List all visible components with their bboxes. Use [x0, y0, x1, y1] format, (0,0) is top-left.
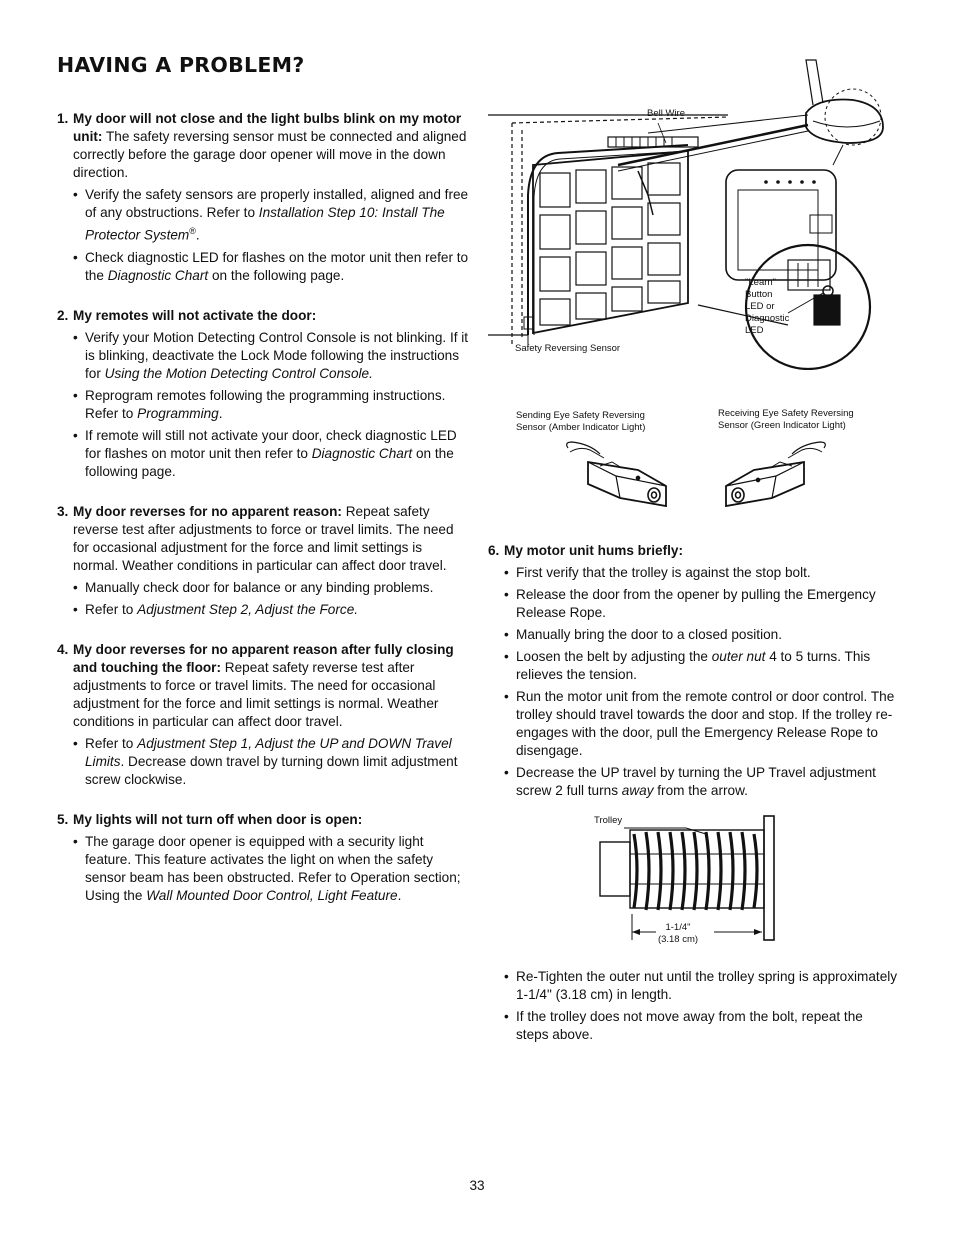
problem-2 — [57, 307, 469, 481]
list-item: • Verify the safety sensors are properly installed, aligned and free of any obstructions. Refer to Installation Step 10: Install The Protector System®. — [57, 186, 469, 245]
problem-number: 1. — [57, 111, 69, 126]
problem-number: 3. — [57, 503, 69, 519]
sending-eye-label: Sending Eye Safety Reversing Sensor (Amber Indicator Light) — [516, 410, 646, 433]
problem-heading: My lights will not turn off when door is open: — [73, 811, 363, 827]
list-item: • Re-Tighten the outer nut until the trolley spring is approximately 1-1/4" (3.18 cm) in length. — [488, 968, 898, 1004]
problem-heading: My motor unit hums briefly: — [504, 543, 683, 558]
garage-opener-drawing — [488, 55, 888, 370]
problem-6 — [488, 542, 898, 800]
safety-sensor-label: Safety Reversing Sensor — [515, 343, 621, 354]
problem-number: 5. — [57, 811, 69, 827]
problem-body: Repeat safety reverse test after adjustments to force or travel limits. The need for occasional adjustment for the force and limit settings is normal. Weather conditions in particular can affect door travel. — [73, 659, 439, 729]
list-item: • Manually check door for balance or any binding problems. — [57, 579, 469, 597]
list-item: • Loosen the belt by adjusting the outer nut 4 to 5 turns. This relieves the tension. — [488, 648, 898, 684]
spring-dimension-label: 1-1/4" (3.18 cm) — [657, 922, 699, 945]
bullet-list — [57, 735, 469, 789]
list-item: • First verify that the trolley is against the stop bolt. — [488, 564, 898, 582]
problem-number: 6. — [488, 543, 500, 558]
bell-wire-label: Bell Wire — [647, 108, 686, 119]
garage-opener-illustration — [488, 55, 888, 370]
page-number: 33 — [469, 1178, 485, 1193]
list-item: • Refer to Adjustment Step 2, Adjust the Force. — [57, 601, 469, 619]
page-title: HAVING A PROBLEM? — [57, 53, 305, 77]
list-item: • If remote will still not activate your door, check diagnostic LED for flashes on motor unit then refer to Diagnostic Chart on the following page. — [57, 427, 469, 481]
list-item: • Check diagnostic LED for flashes on the motor unit then refer to the Diagnostic Chart on the following page. — [57, 249, 469, 285]
sending-sensor-icon — [560, 440, 672, 516]
sending-sensor-illustration — [560, 440, 672, 516]
problem-6-continued — [488, 968, 898, 1048]
bullet-list — [57, 833, 469, 905]
list-item: • Manually bring the door to a closed position. — [488, 626, 898, 644]
list-item: • Verify your Motion Detecting Control Console is not blinking. If it is blinking, deactivate the Lock Mode following the instructions for Using the Motion Detecting Control Console. — [57, 329, 469, 383]
list-item: • Reprogram remotes following the programming instructions. Refer to Programming. — [57, 387, 469, 423]
left-column — [57, 110, 469, 927]
list-item: • Refer to Adjustment Step 1, Adjust the UP and DOWN Travel Limits. Decrease down travel by turning down limit adjustment screw clockwise. — [57, 735, 469, 789]
problem-heading: My remotes will not activate the door: — [73, 307, 317, 323]
problem-body: The safety reversing sensor must be connected and aligned correctly before the garage door opener will move in the down direction. — [73, 129, 467, 180]
right-column — [488, 542, 898, 822]
problem-heading: My door reverses for no apparent reason: — [73, 503, 342, 519]
problem-heading: My door will not close and the light bulbs blink on my motor unit: — [73, 111, 462, 144]
bullet-list — [57, 579, 469, 619]
problem-heading: My door reverses for no apparent reason after fully closing and touching the floor: — [73, 641, 454, 675]
problem-1 — [57, 110, 469, 285]
list-item: • The garage door opener is equipped with a security light feature. This feature activates the light on when the safety sensor beam has been obstructed. Refer to Operation section; Using the Wall Mounted Door Control, Light Feature. — [57, 833, 469, 905]
list-item: • Release the door from the opener by pulling the Emergency Release Rope. — [488, 586, 898, 622]
receiving-sensor-icon — [720, 440, 832, 516]
list-item: • If the trolley does not move away from the bolt, repeat the steps above. — [488, 1008, 898, 1044]
list-item: • Decrease the UP travel by turning the UP Travel adjustment screw 2 full turns away from the arrow. — [488, 764, 898, 800]
list-item: • Run the motor unit from the remote control or door control. The trolley should travel towards the door and stop. If the trolley re-engages with the door, pull the Emergency Release Rope to disengage. — [488, 688, 898, 760]
problem-3 — [57, 503, 469, 619]
problem-number: 2. — [57, 307, 69, 323]
trolley-label: Trolley — [594, 815, 623, 826]
problem-5 — [57, 811, 469, 905]
receiving-eye-label: Receiving Eye Safety Reversing Sensor (Green Indicator Light) — [718, 408, 854, 431]
problem-body: Repeat safety reverse test after adjustments to force or travel limits. The need for occasional adjustment for the force and limit settings is normal. Weather conditions in particular can affect door travel. — [73, 503, 454, 573]
bullet-list — [57, 329, 469, 481]
problem-number: 4. — [57, 641, 69, 657]
problem-4 — [57, 641, 469, 789]
bullet-list — [488, 564, 898, 800]
receiving-sensor-illustration — [720, 440, 832, 516]
bullet-list — [57, 186, 469, 285]
learn-led-label: "Learn" Button LED or Diagnostic LED — [745, 277, 790, 336]
